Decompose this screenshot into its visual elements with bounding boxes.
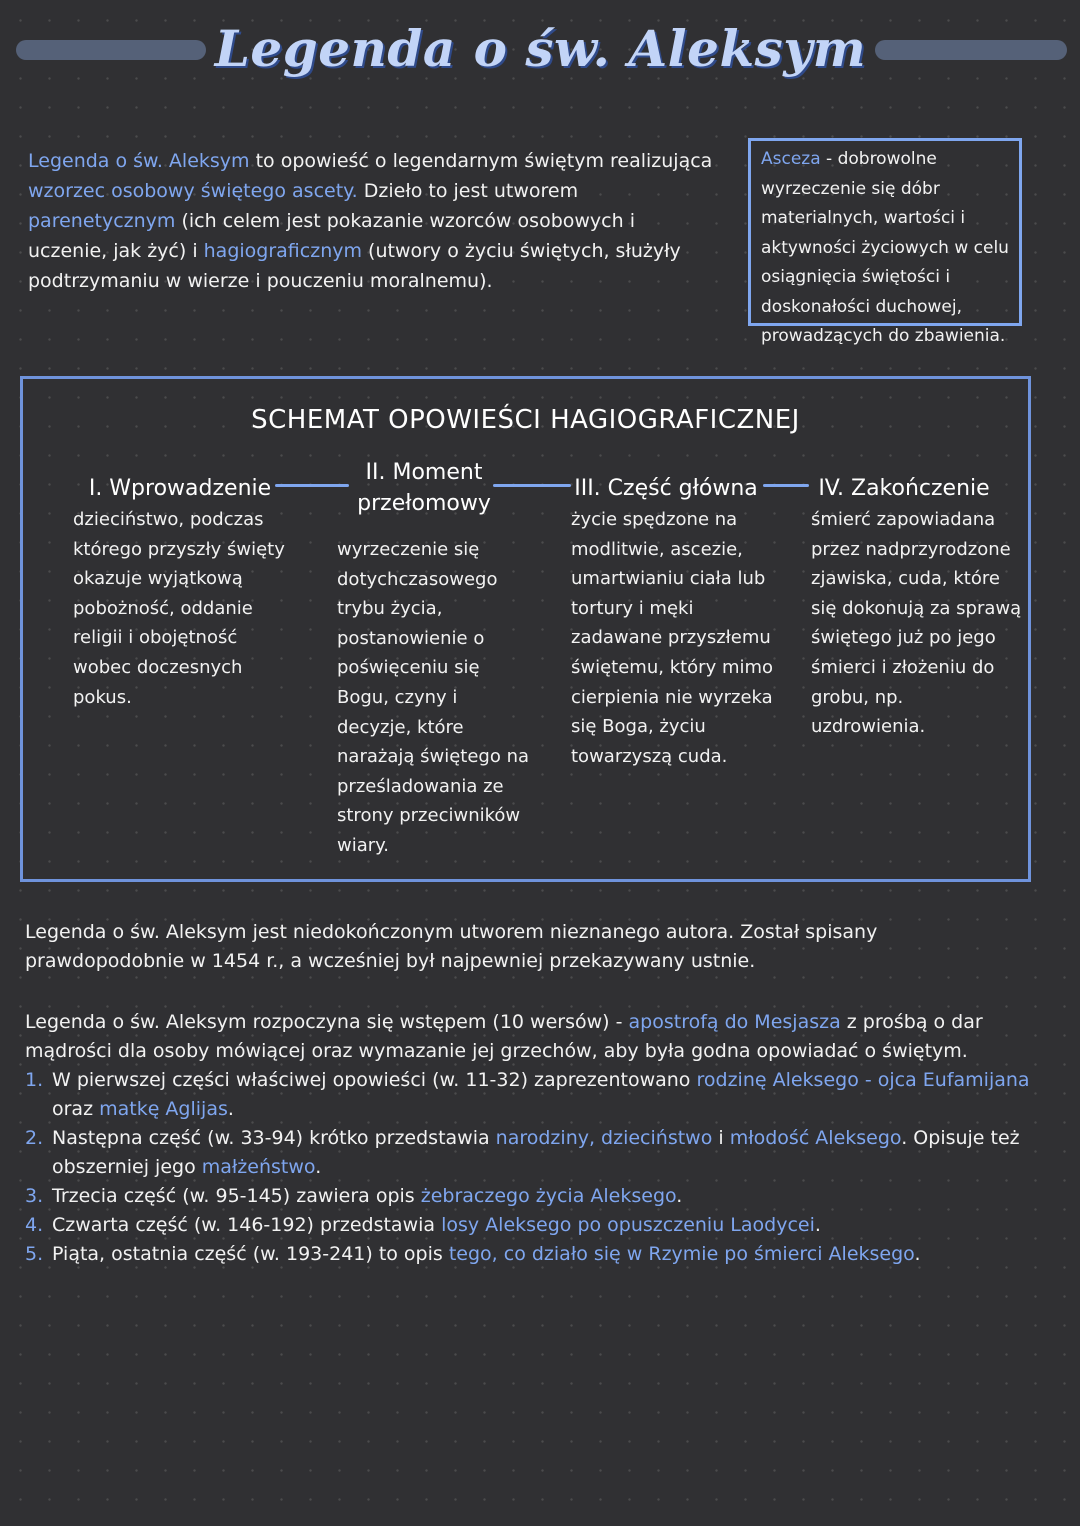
list-text: W pierwszej części właściwej opowieści (w. 11-32) zaprezentowano [52, 1069, 697, 1091]
list-text: i [712, 1127, 730, 1149]
prologue-text-1: Legenda o św. Aleksym rozpoczyna się wstępem (10 wersów) - [25, 1011, 629, 1033]
schema-title: SCHEMAT OPOWIEŚCI HAGIOGRAFICZNEJ [251, 405, 800, 435]
intro-text-4: (utwory o życiu świętych, służyły podtrzymaniu w wierze i pouczeniu moralnemu). [28, 240, 681, 292]
intro-text-1: to opowieść o legendarnym świętym realizująca [249, 150, 713, 172]
schema-body-introduction: dzieciństwo, podczas którego przyszły święty okazuje wyjątkową pobożność, oddanie religii i obojętność wobec doczesnych pokus. [73, 509, 285, 708]
intro-ascetic-pattern: wzorzec osobowy świętego ascety. [28, 180, 358, 202]
schema-connector-1 [275, 484, 349, 487]
intro-legend-name: Legenda o św. Aleksym [28, 150, 250, 172]
schema-heading-main-part: III. Część główna [574, 476, 758, 501]
title-decor-right [875, 40, 1067, 60]
list-text: oraz [52, 1098, 100, 1120]
list-highlight: losy Aleksego po opuszczeniu Laodycei [441, 1214, 815, 1236]
intro-paragraph [28, 146, 718, 296]
list-text: Piąta, ostatnia część (w. 193-241) to opis [52, 1243, 449, 1265]
schema-body-ending: śmierć zapowiadana przez nadprzyrodzone zjawiska, cuda, które się dokonują za sprawą świętego już po jego śmierci i złożeniu do grobu, np. uzdrowienia. [811, 509, 1022, 738]
prologue-text-2: z prośbą o dar mądrości dla osoby mówiącej oraz wymazanie jej grzechów, aby była godna opowiadać o świętym. [25, 1011, 983, 1062]
list-number: 4. [25, 1214, 44, 1236]
definition-box [748, 138, 1022, 346]
list-text: . [676, 1185, 683, 1207]
schema-body-turning-point: wyrzeczenie się dotychczasowego trybu życia, postanowienie o poświęceniu się Bogu, czyny i decyzje, które narażają świętego na prześladowania ze strony przeciwników wiary. [337, 539, 530, 856]
list-text: . [315, 1156, 322, 1178]
list-number: 3. [25, 1185, 44, 1207]
intro-parenetic: parenetycznym [28, 210, 176, 232]
parts-list [25, 1066, 1065, 1269]
schema-heading-introduction: I. Wprowadzenie [88, 476, 272, 501]
list-text: Następna część (w. 33-94) krótko przedstawia [52, 1127, 496, 1149]
list-highlight: narodziny, dzieciństwo [495, 1127, 713, 1149]
list-text: . Opisuje też obszerniej jego [52, 1127, 1020, 1178]
list-number: 5. [25, 1243, 44, 1265]
intro-text-3: (ich celem jest pokazanie wzorców osobowych i uczenie, jak żyć) i [28, 210, 635, 262]
list-highlight: matkę Aglijas [99, 1098, 228, 1120]
list-highlight: tego, co działo się w Rzymie po śmierci Aleksego [448, 1243, 915, 1265]
schema-heading-turning-point: II. Moment przełomowy [357, 460, 491, 516]
list-text: . [814, 1214, 821, 1236]
list-text: . [914, 1243, 921, 1265]
schema-connector-2 [493, 484, 571, 487]
intro-hagiographic: hagiograficznym [203, 240, 362, 262]
list-item [25, 1240, 1065, 1269]
list-item [25, 1182, 1065, 1211]
definition-text: - dobrowolne wyrzeczenie się dóbr materialnych, wartości i aktywności życiowych w celu osiągnięcia świętości i doskonałości duchowej, prowadzących do zbawienia. [761, 149, 1009, 346]
authorship-paragraph: Legenda o św. Aleksym jest niedokończonym utworem nieznanego autora. Został spisany prawdopodobnie w 1454 r., a wcześniej był najpewniej przekazywany ustnie. [25, 921, 878, 972]
intro-text-2: Dzieło to jest utworem [357, 180, 579, 202]
list-item [25, 1124, 1065, 1182]
prologue-apostrophe: apostrofą do Mesjasza [628, 1011, 841, 1033]
list-number: 1. [25, 1069, 44, 1091]
page-title: Legenda o św. Aleksym [214, 19, 867, 78]
definition-term: Asceza [761, 149, 821, 169]
list-highlight: żebraczego życia Aleksego [420, 1185, 677, 1207]
list-number: 2. [25, 1127, 44, 1149]
list-highlight: młodość Aleksego [729, 1127, 902, 1149]
schema-body-main-part: życie spędzone na modlitwie, ascezie, umartwianiu ciała lub tortury i męki zadawane przyszłemu świętemu, który mimo cierpienia nie wyrzeka się Boga, życiu towarzyszą cuda. [571, 509, 774, 767]
schema-connector-3 [763, 484, 809, 487]
title-decor-left [16, 40, 206, 60]
schema-box [20, 376, 1031, 882]
list-highlight: małżeństwo [201, 1156, 316, 1178]
list-item [25, 1211, 1065, 1240]
list-text: . [227, 1098, 234, 1120]
list-text: Czwarta część (w. 146-192) przedstawia [52, 1214, 442, 1236]
list-item [25, 1066, 1065, 1124]
list-text: Trzecia część (w. 95-145) zawiera opis [52, 1185, 421, 1207]
schema-heading-ending: IV. Zakończenie [818, 476, 990, 501]
list-highlight: rodzinę Aleksego - ojca Eufamijana [696, 1069, 1030, 1091]
prologue-paragraph [25, 1008, 1045, 1066]
